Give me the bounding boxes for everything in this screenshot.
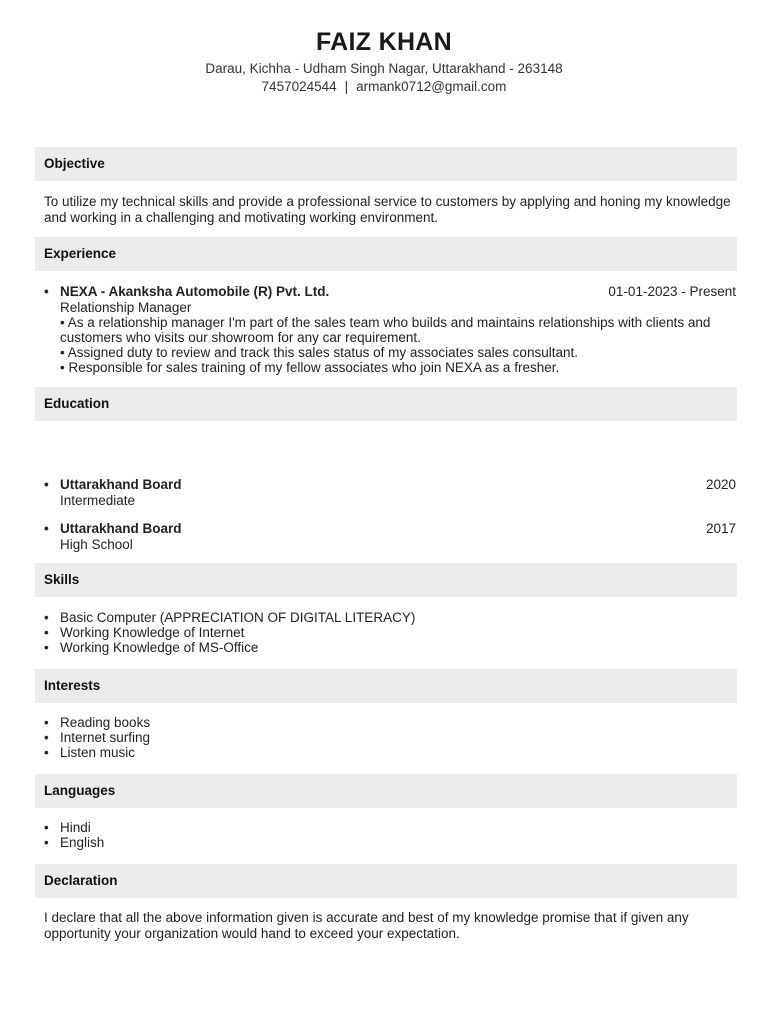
section-header-education: Education bbox=[35, 387, 737, 421]
bullet-icon: • bbox=[44, 835, 49, 850]
list-item bbox=[44, 715, 734, 730]
section-header-declaration: Declaration bbox=[35, 864, 737, 898]
list-item bbox=[44, 820, 734, 835]
section-header-skills: Skills bbox=[35, 563, 737, 597]
skill-item: Working Knowledge of MS-Office bbox=[60, 640, 259, 655]
bullet-icon: • bbox=[44, 521, 49, 536]
education-board: Uttarakhand Board bbox=[60, 477, 182, 492]
list-item bbox=[44, 610, 734, 625]
phone-number: 7457024544 bbox=[261, 79, 337, 94]
experience-point: • Responsible for sales training of my fellow associates who join NEXA as a fresher. bbox=[60, 360, 560, 375]
experience-role: Relationship Manager bbox=[60, 300, 192, 315]
email-address[interactable]: armank0712@gmail.com bbox=[356, 79, 507, 94]
list-item bbox=[44, 835, 734, 850]
interest-item: Internet surfing bbox=[60, 730, 151, 745]
skills-list bbox=[44, 610, 734, 655]
experience-point: • As a relationship manager I'm part of the sales team who builds and maintains relationships with clients and customers who visits our showroom for any car requirement. bbox=[60, 315, 711, 345]
bullet-icon: • bbox=[44, 610, 49, 625]
experience-date: 01-01-2023 - Present bbox=[608, 284, 736, 299]
candidate-name: FAIZ KHAN bbox=[315, 28, 453, 56]
language-item: English bbox=[60, 835, 105, 850]
bullet-icon: • bbox=[44, 730, 49, 745]
interest-item: Reading books bbox=[60, 715, 151, 730]
bullet-icon: • bbox=[44, 640, 49, 655]
section-header-languages: Languages bbox=[35, 774, 737, 808]
education-year: 2017 bbox=[705, 521, 736, 536]
education-year: 2020 bbox=[705, 477, 736, 492]
interest-item: Listen music bbox=[60, 745, 136, 760]
education-board: Uttarakhand Board bbox=[60, 521, 182, 536]
list-item bbox=[44, 640, 734, 655]
language-item: Hindi bbox=[60, 820, 91, 835]
section-header-experience: Experience bbox=[35, 237, 737, 271]
experience-point: • Assigned duty to review and track this sales status of my associates sales consultant. bbox=[60, 345, 578, 360]
education-level: Intermediate bbox=[60, 493, 136, 508]
section-header-interests: Interests bbox=[35, 669, 737, 703]
list-item bbox=[44, 730, 734, 745]
bullet-icon: • bbox=[44, 625, 49, 640]
experience-company: NEXA - Akanksha Automobile (R) Pvt. Ltd. bbox=[60, 284, 330, 299]
bullet-icon: • bbox=[44, 715, 49, 730]
list-item bbox=[44, 625, 734, 640]
list-item bbox=[44, 745, 734, 760]
education-level: High School bbox=[60, 537, 133, 552]
declaration-text: I declare that all the above information given is accurate and best of my knowledge promise that if given any opportunity your organization would hand to exceed your expectation. bbox=[44, 910, 689, 941]
objective-text: To utilize my technical skills and provide a professional service to customers by applying and honing my knowledge and working in a challenging and motivating working environment. bbox=[44, 194, 731, 225]
section-header-objective: Objective bbox=[35, 147, 737, 181]
interests-list bbox=[44, 715, 734, 760]
experience-details bbox=[60, 300, 736, 375]
bullet-icon: • bbox=[44, 745, 49, 760]
bullet-icon: • bbox=[44, 820, 49, 835]
skill-item: Working Knowledge of Internet bbox=[60, 625, 245, 640]
skill-item: Basic Computer (APPRECIATION OF DIGITAL LITERACY) bbox=[60, 610, 416, 625]
contact-line bbox=[0, 79, 768, 94]
languages-list bbox=[44, 820, 734, 850]
bullet-icon: • bbox=[44, 477, 49, 492]
bullet-icon: • bbox=[44, 284, 49, 299]
candidate-address: Darau, Kichha - Udham Singh Nagar, Uttarakhand - 263148 bbox=[205, 61, 563, 76]
contact-separator: | bbox=[344, 79, 349, 94]
